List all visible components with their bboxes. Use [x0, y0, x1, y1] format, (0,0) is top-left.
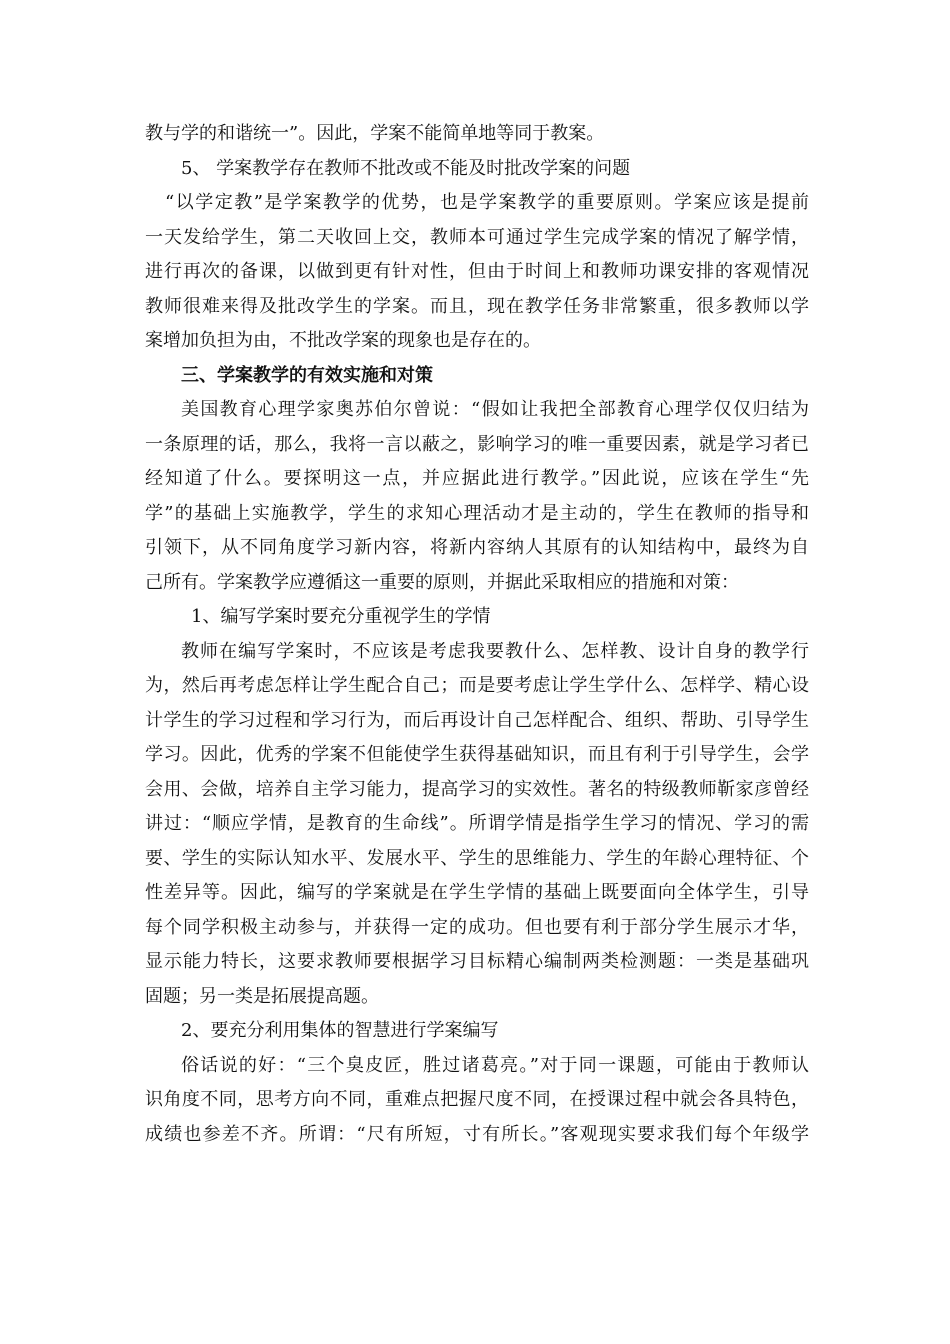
section-heading-3: 三、学案教学的有效实施和对策 [181, 364, 433, 386]
paragraph-line: 学”的基础上实施教学，学生的求知心理活动才是主动的，学生在教师的指导和 [145, 502, 809, 524]
paragraph-line: 显示能力特长，这要求教师要根据学习目标精心编制两类检测题：一类是基础巩 [145, 951, 809, 972]
paragraph-line: 案增加负担为由，不批改学案的现象也是存在的。 [145, 330, 541, 351]
section-heading-5: 5、 学案教学存在教师不批改或不能及时批改学案的问题 [181, 157, 631, 179]
paragraph-line: 俗话说的好：“三个臭皮匠，胜过诸葛亮。”对于同一课题，可能由于教师认 [181, 1054, 809, 1076]
paragraph-line: 教与学的和谐统一”。因此，学案不能简单地等同于教案。 [145, 123, 605, 144]
paragraph-line: 一条原理的话，那么，我将一言以蔽之，影响学习的唯一重要因素，就是学习者已 [145, 433, 809, 455]
paragraph-line: 一天发给学生，第二天收回上交，教师本可通过学生完成学案的情况了解学情， [145, 226, 809, 248]
paragraph-line: 要、学生的实际认知水平、发展水平、学生的思维能力、学生的年龄心理特征、个 [145, 847, 809, 869]
paragraph-line: 为，然后再考虑怎样让学生配合自己；而是要考虑让学生学什么、怎样学、精心设 [145, 675, 809, 696]
subsection-heading-1: 1、编写学案时要充分重视学生的学情 [191, 606, 491, 627]
subsection-heading-2: 2、要充分利用集体的智慧进行学案编写 [181, 1020, 499, 1041]
paragraph-line: 成绩也参差不齐。所谓：“尺有所短，寸有所长。”客观现实要求我们每个年级学 [145, 1123, 809, 1145]
paragraph-line: 进行再次的备课，以做到更有针对性，但由于时间上和教师功课安排的客观情况 [145, 261, 809, 282]
paragraph-line: 己所有。学案教学应遵循这一重要的原则，并据此采取相应的措施和对策： [145, 571, 739, 593]
paragraph-line: 会用、会做，培养自主学习能力，提高学习的实效性。著名的特级教师靳家彦曾经 [145, 778, 809, 800]
paragraph-line: 学习。因此，优秀的学案不但能使学生获得基础知识，而且有利于引导学生，会学 [145, 744, 809, 765]
paragraph-line: 识角度不同，思考方向不同，重难点把握尺度不同，在授课过程中就会各具特色， [145, 1089, 809, 1110]
paragraph-line: 计学生的学习过程和学习行为，而后再设计自己怎样配合、组织、帮助、引导学生 [145, 709, 809, 731]
paragraph-line: 固题；另一类是拓展提高题。 [145, 985, 379, 1007]
paragraph-line: 性差异等。因此，编写的学案就是在学生学情的基础上既要面向全体学生，引导 [145, 882, 809, 903]
paragraph-line: 引领下，从不同角度学习新内容，将新内容纳人其原有的认知结构中，最终为自 [145, 537, 809, 558]
paragraph-line: 教师很难来得及批改学生的学案。而且，现在教学任务非常繁重，很多教师以学 [145, 295, 809, 317]
document-body [145, 117, 809, 1152]
paragraph-line: 经知道了什么。要探明这一点，并应据此进行教学。”因此说，应该在学生“先 [145, 468, 809, 489]
paragraph-line: 讲过：“顺应学情，是教育的生命线”。所谓学情是指学生学习的情况、学习的需 [145, 813, 809, 834]
paragraph-line: 美国教育心理学家奥苏伯尔曾说：“假如让我把全部教育心理学仅仅归结为 [181, 399, 809, 420]
paragraph-line: 教师在编写学案时，不应该是考虑我要教什么、怎样教、设计自身的教学行 [181, 640, 809, 662]
paragraph-line: “以学定教”是学案教学的优势，也是学案教学的重要原则。学案应该是提前 [165, 192, 809, 213]
paragraph-line: 每个同学积极主动参与，并获得一定的成功。但也要有利于部分学生展示才华， [145, 916, 809, 938]
